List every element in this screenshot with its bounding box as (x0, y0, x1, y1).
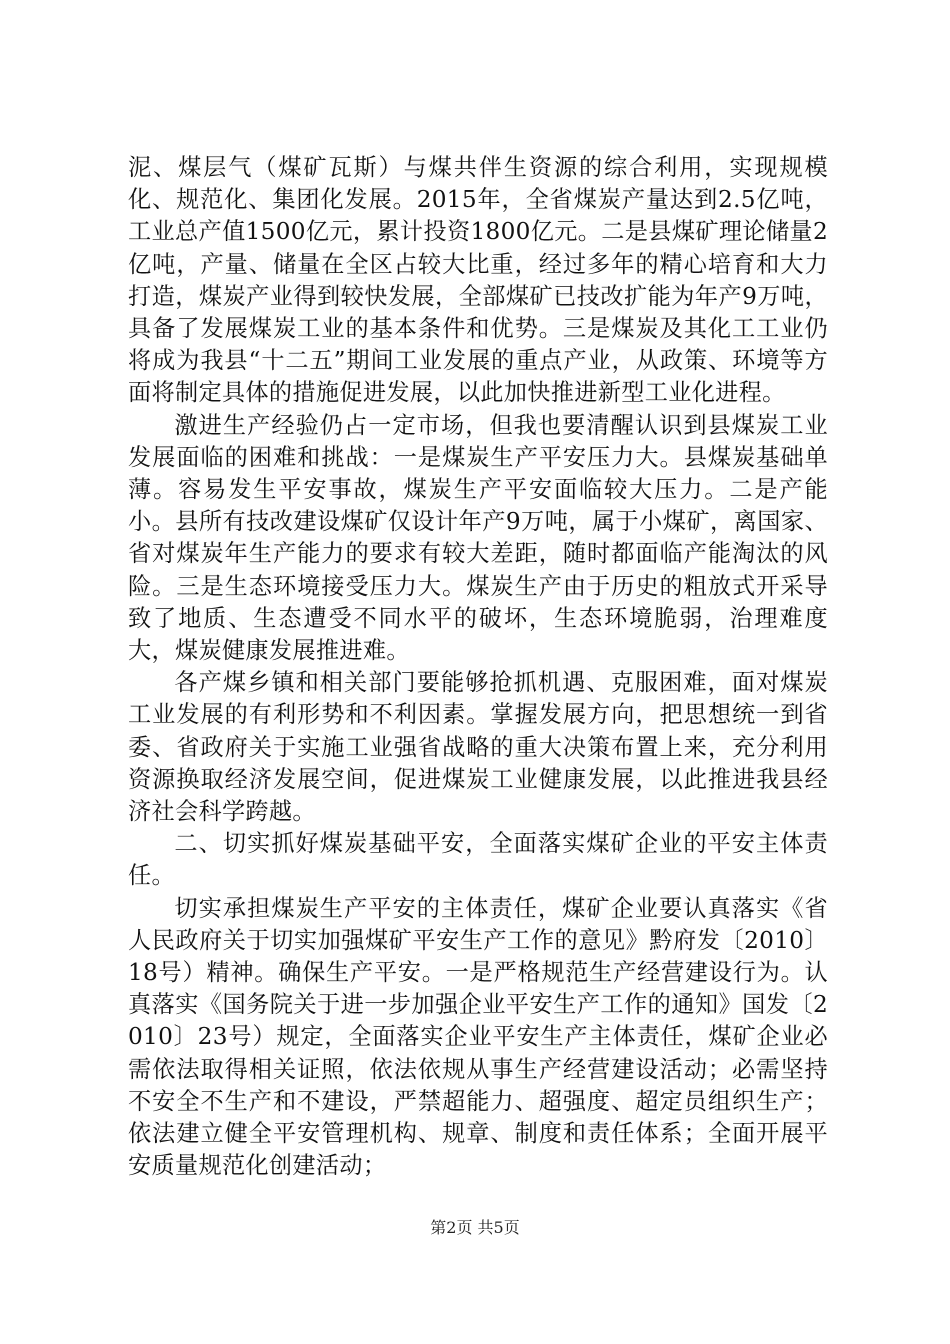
document-body (128, 152, 828, 1183)
paragraph-3: 各产煤乡镇和相关部门要能够抢抓机遇、克服困难，面对煤炭工业发展的有利形势和不利因素。掌握发展方向，把思想统一到省委、省政府关于实施工业强省战略的重大决策布置上来，充分利用资源换取经济发展空间，促进煤炭工业健康发展，以此推进我县经济社会科学跨越。 (128, 669, 828, 826)
page-number-footer: 第2页 共5页 (430, 1218, 520, 1237)
paragraph-1: 泥、煤层气（煤矿瓦斯）与煤共伴生资源的综合利用，实现规模化、规范化、集团化发展。2015年，全省煤炭产量达到2.5亿吨，工业总产值1500亿元，累计投资1800亿元。二是县煤矿理论储量2亿吨，产量、储量在全区占较大比重，经过多年的精心培育和大力打造，煤炭产业得到较快发展，全部煤矿已技改扩能为年产9万吨，具备了发展煤炭工业的基本条件和优势。三是煤炭及其化工工业仍将成为我县“十二五”期间工业发展的重点产业，从政策、环境等方面将制定具体的措施促进发展，以此加快推进新型工业化进程。 (128, 154, 828, 407)
paragraph-2: 激进生产经验仍占一定市场，但我也要清醒认识到县煤炭工业发展面临的困难和挑战：一是煤炭生产平安压力大。县煤炭基础单薄。容易发生平安事故，煤炭生产平安面临较大压力。二是产能小。县所有技改建设煤矿仅设计年产9万吨，属于小煤矿，离国家、省对煤炭年生产能力的要求有较大差距，随时都面临产能淘汰的风险。三是生态环境接受压力大。煤炭生产由于历史的粗放式开采导致了地质、生态遭受不同水平的破坏，生态环境脆弱，治理难度大，煤炭健康发展推进难。 (128, 411, 828, 665)
paragraph-5: 切实承担煤炭生产平安的主体责任，煤矿企业要认真落实《省人民政府关于切实加强煤矿平安生产工作的意见》黔府发〔2010〕18号）精神。确保生产平安。一是严格规范生产经营建设行为。认真落实《国务院关于进一步加强企业平安生产工作的通知》国发〔2010〕23号）规定，全面落实企业平安生产主体责任，煤矿企业必需依法取得相关证照，依法依规从事生产经营建设活动；必需坚持不安全不生产和不建设，严禁超能力、超强度、超定员组织生产；依法建立健全平安管理机构、规章、制度和责任体系；全面开展平安质量规范化创建活动； (128, 894, 828, 1180)
section-heading: 二、切实抓好煤炭基础平安，全面落实煤矿企业的平安主体责任。 (128, 830, 828, 890)
